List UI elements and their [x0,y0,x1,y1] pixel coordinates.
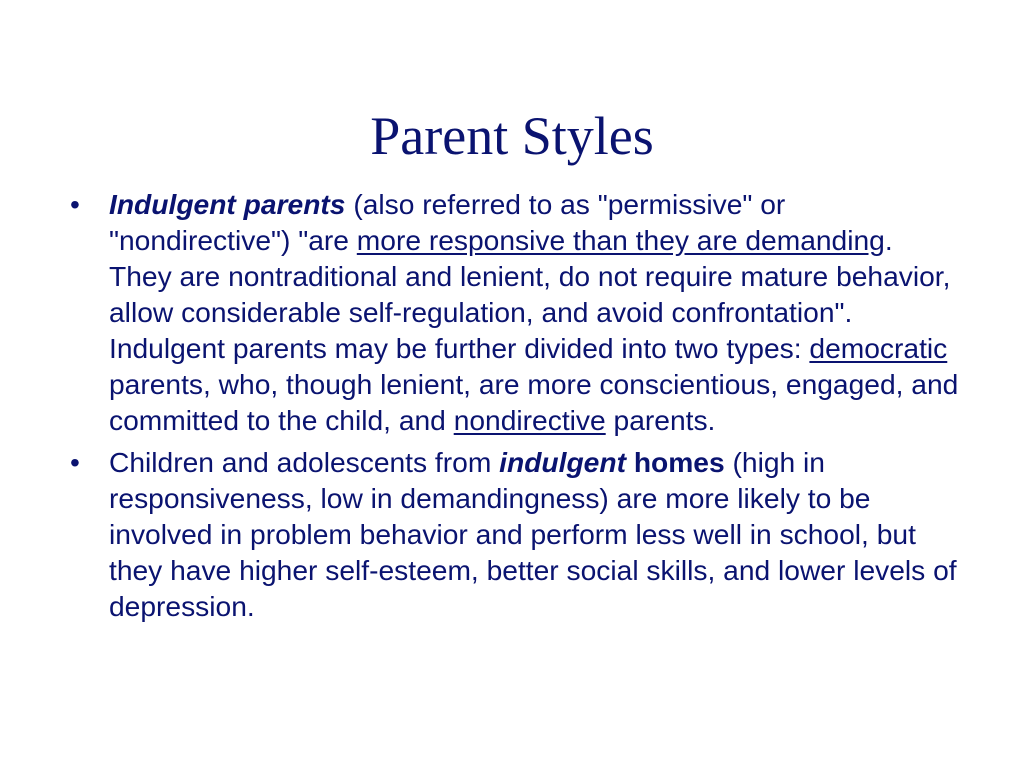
underlined-term-nondirective: nondirective [453,404,606,436]
bullet-icon: • [70,188,80,220]
term-indulgent-parents: Indulgent parents [109,188,346,220]
bullet-text: Children and adolescents from [109,446,500,478]
slide-title: Parent Styles [370,106,654,166]
underlined-term-democratic: democratic [809,332,948,364]
bullet-item-indulgent-parents [70,186,960,438]
bullet-icon: • [70,446,80,478]
bullet-text: parents. [605,404,716,436]
term-indulgent: indulgent [499,446,626,478]
underlined-phrase-responsive: more responsive than they are demanding [356,224,885,256]
term-homes: homes [633,446,725,478]
bullet-item-indulgent-homes [70,444,960,624]
bullet-space [626,446,634,478]
bullet-list [70,186,960,630]
bullet-text: . They are nontraditional and lenient, do not require mature behavior, allow considerable self-regulation, and avoid confrontation". Indulgent parents may be further divided into two types: [109,224,951,364]
bullet-text: parents, who, though lenient, are more conscientious, engaged, and committed to the child, and [109,368,959,436]
bullet-text: (high in responsiveness, low in demandingness) are more likely to be involved in problem behavior and perform less well in school, but they have higher self-esteem, better social skills, and lower levels of depression. [109,446,957,622]
bullet-text: (also referred to as "permissive" or "nondirective") "are [109,188,786,256]
